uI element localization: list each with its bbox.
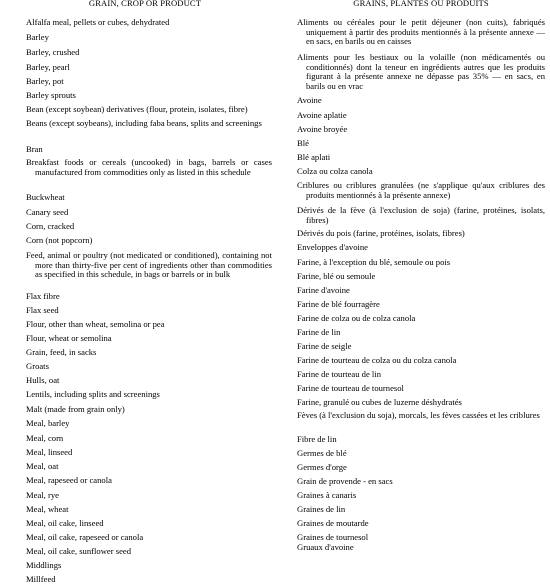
left-list-item: Meal, corn: [26, 433, 64, 443]
left-column: [26, 0, 272, 584]
left-list-item: Lentils, including splits and screenings: [26, 389, 160, 399]
right-list-item: Gruaux d'avoine: [297, 542, 354, 552]
left-list-item: Flour, other than wheat, semolina or pea: [26, 319, 165, 329]
right-list-item: Dérivés de la fève (à l'exclusion de soja) (farine, protéines, isolats, fibres): [297, 205, 545, 225]
left-list-item: Buckwheat: [26, 192, 65, 202]
left-list-item: Corn (not popcorn): [26, 235, 93, 245]
left-list-item: Breakfast foods or cereals (uncooked) in bags, barrels or cases manufactured from commodities only as listed in this schedule: [26, 157, 272, 177]
left-list-item: Beans (except soybeans), including faba beans, splits and screenings: [26, 118, 262, 128]
right-list-item: Colza ou colza canola: [297, 166, 373, 176]
left-list-item: Malt (made from grain only): [26, 404, 125, 414]
left-list-item: Bean (except soybean) derivatives (flour, protein, isolates, fibre): [26, 104, 248, 114]
left-list-item: Flax fibre: [26, 291, 60, 301]
right-list-item: Farine, à l'exception du blé, semoule ou pois: [297, 257, 451, 267]
left-list-item: Meal, linseed: [26, 447, 73, 457]
right-list-item: Farine d'avoine: [297, 285, 350, 295]
left-list-item: Barley: [26, 32, 49, 42]
left-list-item: Hulls, oat: [26, 375, 60, 385]
left-list-item: Barley, crushed: [26, 47, 80, 57]
right-list-item: Fèves (à l'exclusion du soja), morcals, les fèves cassées et les criblures: [297, 410, 540, 420]
right-list-item: Farine de lin: [297, 327, 341, 337]
right-list-item: Criblures ou criblures granulées (ne s'applique qu'aux criblures des produits mentionnés à la présente annexe): [297, 180, 545, 200]
left-list-item: Meal, rapeseed or canola: [26, 475, 112, 485]
right-list-item: Graines de moutarde: [297, 518, 369, 528]
right-list-item: Graines à canaris: [297, 490, 357, 500]
right-list-item: Aliments pour les bestiaux ou la volaille (non médicamentés ou conditionnés) dont la teneur en ingrédients autres que les produits figurant à la présente annexe ne dépasse pas 35% — en sacs, en barils ou en vrac: [297, 52, 545, 91]
right-list-item: Farine de tourteau de colza ou du colza canola: [297, 355, 457, 365]
left-list-item: Meal, barley: [26, 418, 70, 428]
right-column: [297, 0, 545, 552]
right-list-item: Enveloppes d'avoine: [297, 242, 368, 252]
right-list-item: Farine, blé ou semoule: [297, 271, 376, 281]
left-list-item: Meal, rye: [26, 490, 59, 500]
left-list-item: Alfalfa meal, pellets or cubes, dehydrated: [26, 17, 170, 27]
right-list-item: Farine, granulé ou cubes de luzerne déshydratés: [297, 397, 462, 407]
right-list-item: Farine de tourteau de lin: [297, 369, 381, 379]
right-list-item: Avoine broyée: [297, 124, 348, 134]
right-list-item: Farine de blé fourragère: [297, 299, 380, 309]
right-list-item: Blé aplati: [297, 152, 331, 162]
right-list-item: Farine de seigle: [297, 341, 352, 351]
right-list-item: Dérivés du pois (farine, protéines, isolats, fibres): [297, 228, 465, 238]
right-list-item: Graines de lin: [297, 504, 346, 514]
left-list-item: Canary seed: [26, 207, 69, 217]
right-list-item: Avoine aplatie: [297, 110, 347, 120]
right-list-item: Blé: [297, 138, 309, 148]
right-list-item: Aliments ou céréales pour le petit déjeuner (non cuits), fabriqués uniquement à partir des produits mentionnés à la présente annexe — en sacs, en barils ou en caisses: [297, 17, 545, 47]
left-list-item: Millfeed: [26, 574, 56, 584]
left-list-item: Barley sprouts: [26, 90, 76, 100]
right-column-header: GRAINS, PLANTES OU PRODUITS: [353, 0, 489, 8]
left-list-item: Meal, oil cake, sunflower seed: [26, 546, 131, 556]
left-list-item: Middlings: [26, 560, 62, 570]
right-list-item: Fibre de lin: [297, 434, 337, 444]
right-list-item: Germes de blé: [297, 448, 347, 458]
left-list-item: Corn, cracked: [26, 221, 75, 231]
left-list-item: Groats: [26, 361, 49, 371]
right-list-item: Farine de tourteau de tournesol: [297, 383, 404, 393]
left-list-item: Grain, feed, in sacks: [26, 347, 97, 357]
left-list-item: Feed, animal or poultry (not medicated or conditioned), containing not more than thirty-five per cent of ingredients other than commodities as specified in this schedule, in bags or barrels or in bulk: [26, 250, 272, 280]
left-list-item: Meal, oat: [26, 461, 59, 471]
left-column-header: GRAIN, CROP OR PRODUCT: [88, 0, 202, 8]
left-list-item: Barley, pearl: [26, 62, 70, 72]
right-list-item: Graines de tournesol: [297, 532, 369, 542]
left-list-item: Meal, wheat: [26, 504, 69, 514]
left-list-item: Barley, pot: [26, 76, 64, 86]
left-list-item: Meal, oil cake, rapeseed or canola: [26, 532, 144, 542]
right-list-item: Avoine: [297, 95, 322, 105]
right-list-item: Farine de colza ou de colza canola: [297, 313, 416, 323]
left-list-item: Flax seed: [26, 305, 59, 315]
left-list-item: Bran: [26, 144, 43, 154]
right-list-item: Germes d'orge: [297, 462, 347, 472]
right-list-item: Grain de provende - en sacs: [297, 476, 393, 486]
left-list-item: Meal, oil cake, linseed: [26, 518, 104, 528]
left-list-item: Flour, wheat or semolina: [26, 333, 112, 343]
